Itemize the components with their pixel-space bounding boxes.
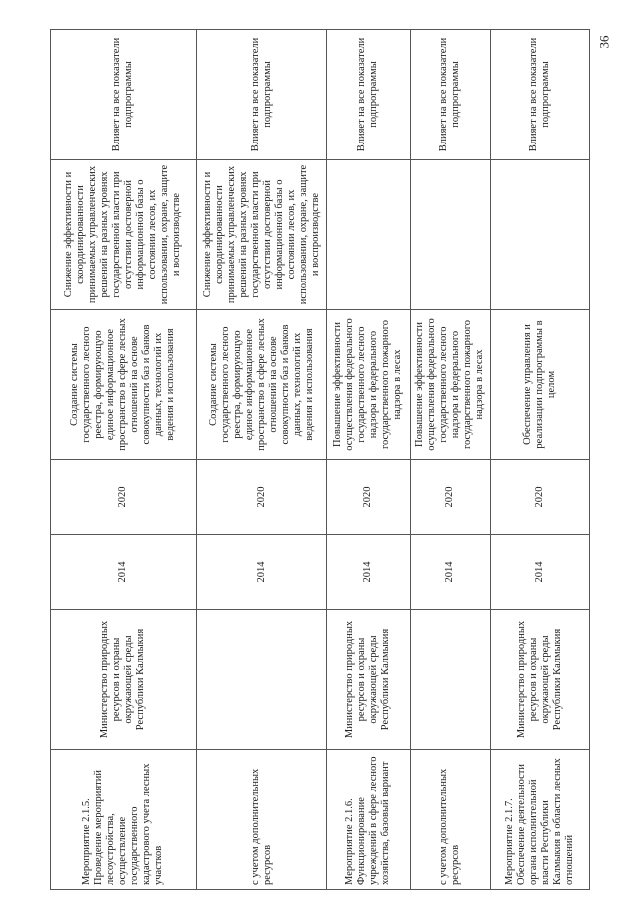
cell-end: 2020 — [196, 460, 326, 535]
cell-indicator: Влияет на все показатели подпрограммы — [490, 30, 589, 160]
cell-start: 2014 — [327, 535, 410, 610]
cell-consequence — [410, 160, 490, 310]
cell-indicator: Влияет на все показатели подпрограммы — [410, 30, 490, 160]
cell-executor — [196, 610, 326, 750]
cell-indicator: Влияет на все показатели подпрограммы — [196, 30, 326, 160]
cell-end: 2020 — [410, 460, 490, 535]
cell-start: 2014 — [410, 535, 490, 610]
cell-executor: Министерство природных ресурсов и охраны окружающей среды Республики Калмыкия — [327, 610, 410, 750]
cell-start: 2014 — [51, 535, 197, 610]
program-events-table — [50, 29, 590, 890]
rotated-table-container — [50, 30, 590, 890]
cell-indicator: Влияет на все показатели подпрограммы — [51, 30, 197, 160]
cell-event: Мероприятие 2.1.6. Функционирование учреждений в сфере лесного хозяйства, базовый вариант — [327, 750, 410, 890]
table-row — [51, 30, 197, 890]
cell-event: с учетом дополнительных ресурсов — [196, 750, 326, 890]
table-row — [410, 30, 490, 890]
cell-executor — [410, 610, 490, 750]
cell-consequence: Снижение эффективности и скоординированности принимаемых управленческих решений на разных уровнях государственной власти при отсутствии достоверной информационной базы о состоянии лесов, их использовании, охране, защите и воспроизводстве — [51, 160, 197, 310]
table-row — [327, 30, 410, 890]
table-row — [490, 30, 589, 890]
table-row — [196, 30, 326, 890]
cell-result: Создание системы государственного лесного реестра, формирующую единое информационное пространство в сфере лесных отношений на основе совокупности баз и банков данных, технологий их ведения и использования — [51, 310, 197, 460]
cell-result: Повышение эффективности осуществления федерального государственного лесного надзора и федерального государственного пожарного надзора в лесах — [327, 310, 410, 460]
cell-consequence: Снижение эффективности и скоординированности принимаемых управленческих решений на разных уровнях государственной власти при отсутствии достоверной информационной базы о состоянии лесов, их использовании, охране, защите и воспроизводстве — [196, 160, 326, 310]
cell-end: 2020 — [490, 460, 589, 535]
cell-result: Обеспечение управления и реализации подпрограммы в целом — [490, 310, 589, 460]
cell-result: Повышение эффективности осуществления федерального государственного лесного надзора и федерального государственного пожарного надзора в лесах — [410, 310, 490, 460]
cell-executor: Министерство природных ресурсов и охраны окружающей среды Республики Калмыкия — [490, 610, 589, 750]
cell-end: 2020 — [51, 460, 197, 535]
cell-end: 2020 — [327, 460, 410, 535]
cell-event: Мероприятие 2.1.7. Обеспечение деятельности органа исполнительной власти Республики Калмыкия в области лесных отношений — [490, 750, 589, 890]
cell-event: Мероприятие 2.1.5. Проведение мероприятий лесоустройства, осуществление государственного кадастрового учета лесных участков — [51, 750, 197, 890]
cell-result: Создание системы государственного лесного реестра, формирующую единое информационное пространство в сфере лесных отношений на основе совокупности баз и банков данных, технологий их ведения и использования — [196, 310, 326, 460]
cell-start: 2014 — [196, 535, 326, 610]
cell-indicator: Влияет на все показатели подпрограммы — [327, 30, 410, 160]
cell-consequence — [490, 160, 589, 310]
page-number: 36 — [596, 35, 612, 49]
cell-consequence — [327, 160, 410, 310]
cell-executor: Министерство природных ресурсов и охраны окружающей среды Республики Калмыкия — [51, 610, 197, 750]
cell-start: 2014 — [490, 535, 589, 610]
cell-event: с учетом дополнительных ресурсов — [410, 750, 490, 890]
